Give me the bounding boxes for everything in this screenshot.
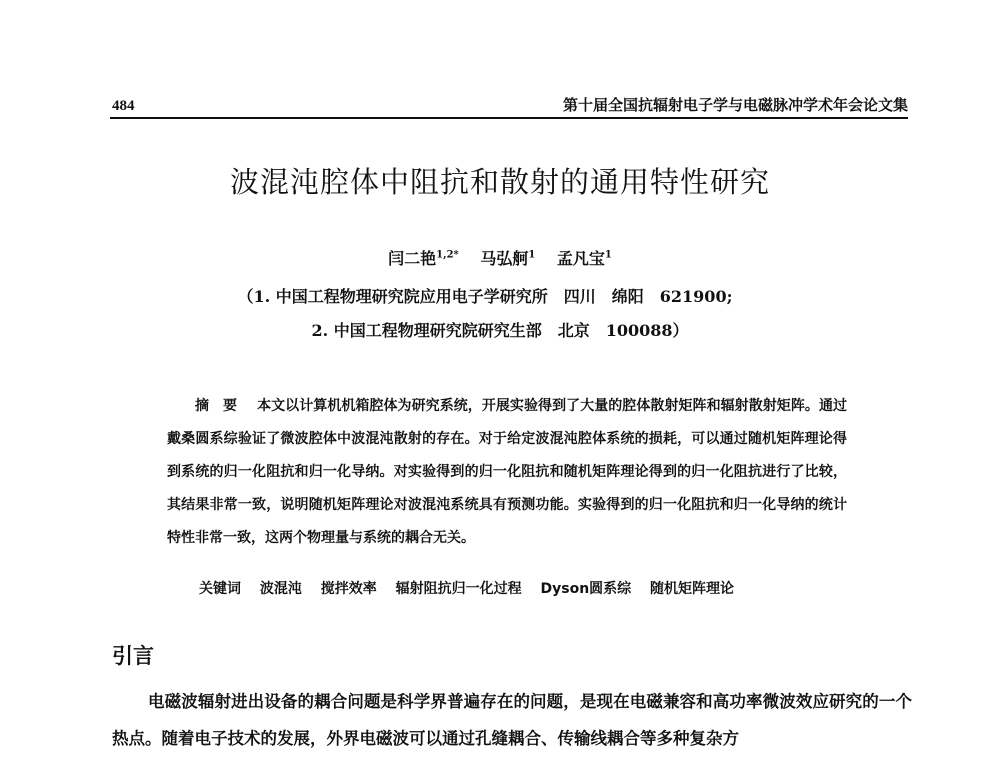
- author: [480, 249, 535, 268]
- keyword: 随机矩阵理论: [650, 581, 735, 597]
- author-name: 闫二艳: [388, 249, 437, 268]
- body-paragraph: 电磁波辐射进出设备的耦合问题是科学界普遍存在的问题，是现在电磁兼容和高功率微波效应研究的一个热点。随着电子技术的发展，外界电磁波可以通过孔缝耦合、传输线耦合等多种复杂方: [112, 692, 912, 748]
- page-number: 484: [112, 98, 135, 114]
- section-heading: 引言: [112, 644, 154, 668]
- author-name: 马弘舸: [480, 249, 529, 268]
- author-list: [0, 246, 1000, 269]
- header-rule: [110, 117, 908, 119]
- author: [557, 249, 612, 268]
- keyword: 波混沌: [259, 581, 302, 597]
- keywords-label: 关键词: [199, 581, 241, 597]
- author-affiliation-mark: 1: [528, 249, 536, 261]
- keyword: 辐射阻抗归一化过程: [395, 581, 522, 597]
- abstract-text: 本文以计算机机箱腔体为研究系统，开展实验得到了大量的腔体散射矩阵和辐射散射矩阵。通过戴桑圆系综验证了微波腔体中波混沌散射的存在。对于给定波混沌腔体系统的损耗，可以通过随机矩阵理论得到系统的归一化阻抗和归一化导纳。对实验得到的归一化阻抗和随机矩阵理论得到的归一化阻抗进行了比较，其结果非常一致，说明随机矩阵理论对波混沌系统具有预测功能。实验得到的归一化阻抗和归一化导纳的统计特性非常一致，这两个物理量与系统的耦合无关。: [167, 398, 847, 546]
- author-affiliation-mark: 1,2*: [436, 249, 459, 261]
- author: [388, 249, 459, 268]
- keyword: 搅拌效率: [320, 581, 377, 597]
- affiliation-line: 2. 中国工程物理研究院研究生部 北京 100088）: [311, 321, 689, 340]
- running-header: 第十届全国抗辐射电子学与电磁脉冲学术年会论文集: [562, 96, 908, 114]
- paper-title: 波混沌腔体中阻抗和散射的通用特性研究: [229, 165, 770, 199]
- keywords: [199, 578, 839, 598]
- affiliation-line: （1. 中国工程物理研究院应用电子学研究所 四川 绵阳 621900;: [237, 287, 733, 306]
- keyword: Dyson圆系综: [540, 581, 632, 597]
- author-affiliation-mark: 1: [604, 249, 612, 261]
- abstract-label: 摘要: [195, 398, 252, 414]
- author-name: 孟凡宝: [556, 249, 605, 268]
- abstract: [167, 390, 847, 555]
